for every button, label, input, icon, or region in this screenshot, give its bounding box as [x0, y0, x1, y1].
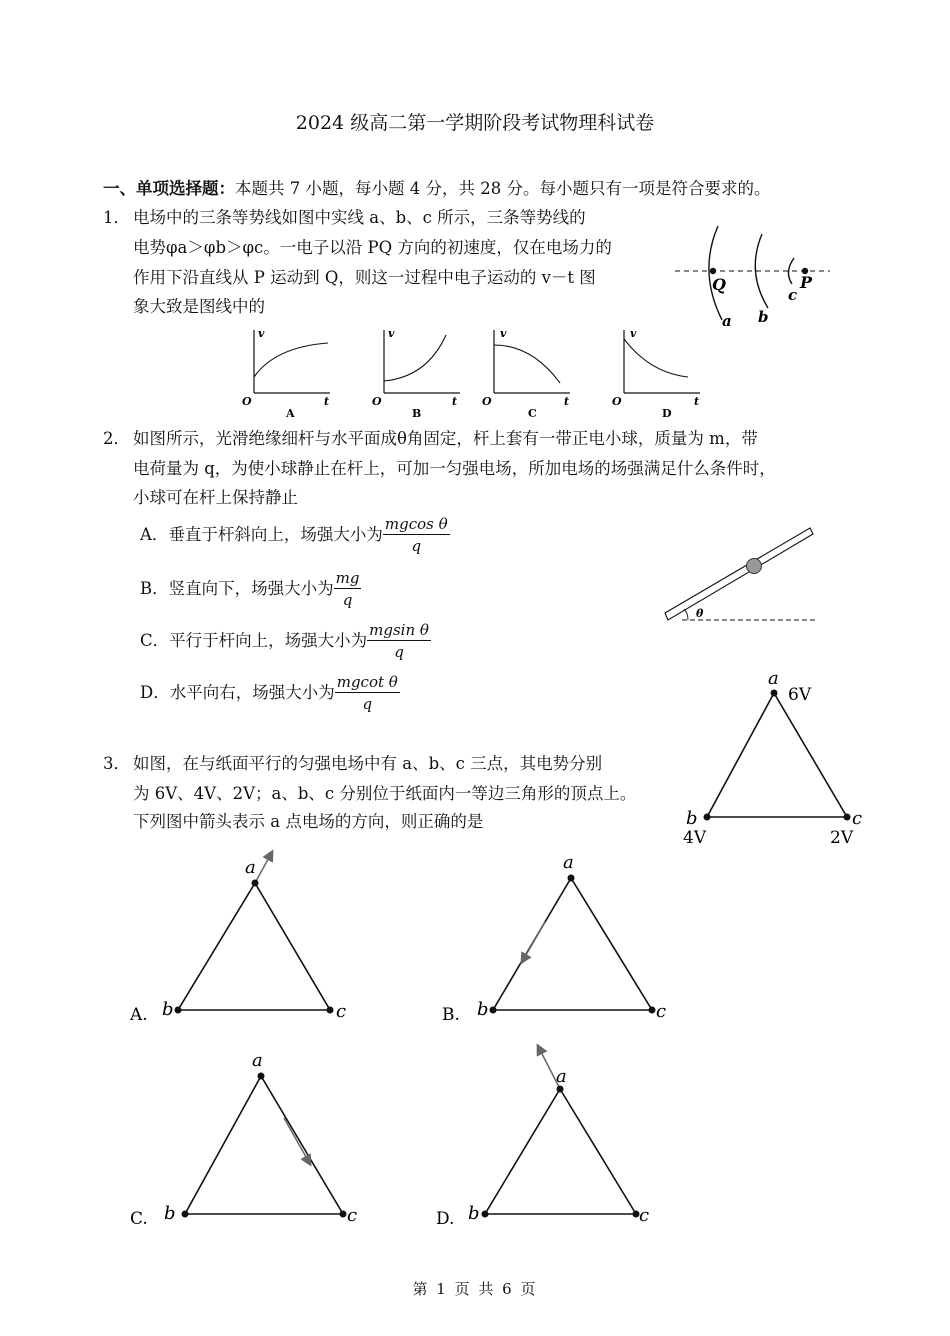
point-q: [710, 268, 716, 274]
q1-line-3: 作用下沿直线从 P 运动到 Q，则这一过程中电子运动的 v－t 图: [133, 268, 596, 287]
q1-line-4: 象大致是图线中的: [133, 297, 265, 316]
q2-option-d: [140, 672, 400, 715]
label-b: b: [162, 999, 174, 1020]
curve-c: [494, 345, 560, 383]
graph-label: B: [412, 407, 422, 420]
option-fraction: $\frac{\text{mgcos θ}}{q}$: [384, 515, 448, 555]
potential-b: 4V: [683, 828, 707, 848]
q3-line-1: 如图，在与纸面平行的匀强电场中有 a、b、c 三点，其电势分别: [133, 754, 603, 773]
label-b: b: [686, 808, 698, 829]
label-a: a: [563, 852, 574, 873]
choice-label: D.: [436, 1209, 455, 1229]
origin-label: O: [482, 395, 492, 408]
graph-label: A: [286, 407, 295, 420]
graph-d: [612, 325, 712, 420]
graph-a: [240, 325, 340, 420]
axis-t-label: t: [324, 395, 330, 408]
label-a: a: [722, 312, 732, 330]
label-c: c: [336, 1001, 347, 1022]
axis-v-label: v: [630, 327, 637, 340]
charged-ball: [747, 559, 762, 574]
label-a: a: [768, 668, 779, 689]
q2-line-2: 电荷量为 q，为使小球静止在杆上，可加一匀强电场，所加电场的场强满足什么条件时，: [133, 459, 776, 478]
q3-choice-a: [120, 840, 370, 1030]
q2-rod-figure: [660, 525, 820, 625]
label-p: P: [800, 273, 813, 292]
section-header: [103, 178, 770, 200]
origin-label: O: [612, 395, 622, 408]
section-desc: 本题共 7 小题，每小题 4 分，共 28 分。每小题只有一项是符合要求的。: [235, 179, 771, 198]
q3-choice-d: [430, 1042, 680, 1232]
q1-line-1: 电场中的三条等势线如图中实线 a、b、c 所示，三条等势线的: [133, 208, 586, 227]
axis-v-label: v: [388, 327, 395, 340]
q3-number: 3．: [103, 754, 130, 773]
q3-line-2: 为 6V、4V、2V；a、b、c 分别位于纸面内一等边三角形的顶点上。: [133, 784, 637, 803]
graph-c: [482, 325, 582, 420]
page-footer: 第 1 页 共 6 页: [412, 1280, 538, 1298]
option-fraction: $\frac{\text{mgsin θ}}{q}$: [369, 621, 429, 661]
label-a: a: [245, 857, 256, 878]
label-c: c: [347, 1205, 358, 1226]
page-title: 2024 级高二第一学期阶段考试物理科试卷: [295, 112, 655, 134]
label-b: b: [477, 999, 489, 1020]
origin-label: O: [242, 395, 252, 408]
vertex-c: [844, 814, 851, 821]
graph-b: [372, 325, 472, 420]
origin-label: O: [372, 395, 382, 408]
section-heading: 一、单项选择题：: [103, 179, 235, 198]
graph-label: C: [528, 407, 537, 420]
q3-line-3: 下列图中箭头表示 a 点电场的方向，则正确的是: [133, 812, 484, 831]
q3-choice-b: [435, 840, 685, 1030]
label-q: Q: [712, 275, 726, 294]
vertex-a: [771, 690, 778, 697]
q1-number: 1．: [103, 208, 130, 227]
label-c: c: [852, 808, 863, 829]
label-c: c: [639, 1205, 650, 1226]
choice-label: A.: [130, 1005, 148, 1025]
option-text: B．竖直向下，场强大小为: [140, 579, 334, 598]
field-arrow: [284, 1118, 310, 1164]
axis-t-label: t: [564, 395, 570, 408]
label-b: b: [758, 308, 769, 326]
potential-a: 6V: [788, 685, 812, 705]
q2-line-1: 如图所示，光滑绝缘细杆与水平面成θ角固定，杆上套有一带正电小球，质量为 m，带: [133, 429, 758, 448]
potential-c: 2V: [830, 828, 854, 848]
axis-t-label: t: [452, 395, 458, 408]
axis-v-label: v: [258, 327, 265, 340]
q2-option-c: [140, 620, 431, 663]
option-text: A．垂直于杆斜向上，场强大小为: [140, 525, 383, 544]
q2-line-3: 小球可在杆上保持静止: [133, 488, 298, 507]
label-b: b: [164, 1203, 176, 1224]
graph-label: D: [662, 407, 672, 420]
insulating-rod: [665, 528, 813, 620]
field-arrow: [255, 852, 272, 883]
choice-label: C.: [130, 1209, 148, 1229]
option-fraction: $\frac{mg}{q}$: [335, 569, 360, 609]
axis-t-label: t: [694, 395, 700, 408]
q2-option-a: [140, 514, 450, 557]
label-a: a: [252, 1050, 263, 1071]
q1-line-2: 电势φa＞φb＞φc。一电子以沿 PQ 方向的初速度，仅在电场力的: [133, 238, 612, 257]
q2-option-b: [140, 568, 361, 611]
label-c: c: [788, 286, 798, 304]
q1-equipotential-figure: [670, 222, 840, 332]
option-text: D．水平向右，场强大小为: [140, 683, 335, 702]
choice-label: B.: [442, 1005, 460, 1025]
vertex-b: [704, 814, 711, 821]
field-arrow: [522, 922, 545, 962]
curve-a: [254, 343, 328, 377]
theta-label: θ: [696, 607, 704, 620]
q3-choice-c: [120, 1042, 370, 1232]
label-a: a: [556, 1066, 567, 1087]
option-fraction: $\frac{\text{mgcot θ}}{q}$: [336, 673, 398, 713]
label-b: b: [468, 1203, 480, 1224]
axis-v-label: v: [500, 327, 507, 340]
curve-d: [624, 339, 688, 377]
q3-reference-triangle: [680, 668, 870, 848]
curve-b: [384, 335, 446, 381]
option-text: C．平行于杆向上，场强大小为: [140, 631, 368, 650]
label-c: c: [656, 1001, 667, 1022]
q2-number: 2．: [103, 429, 130, 448]
